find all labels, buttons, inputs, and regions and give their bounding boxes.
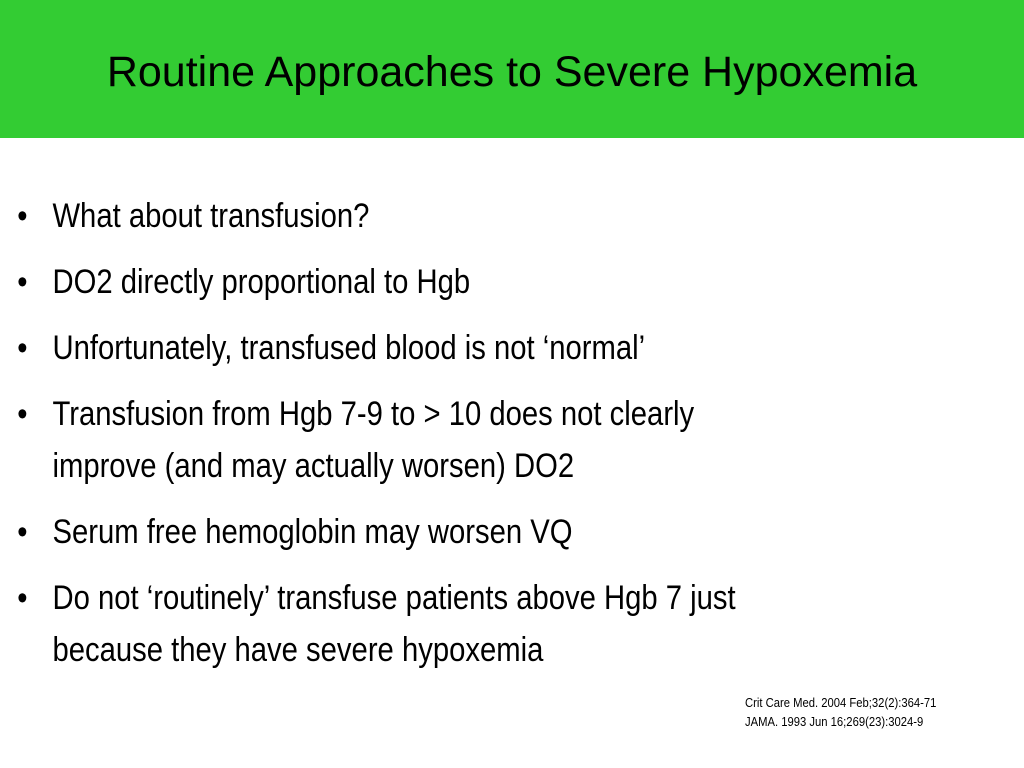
- bullet-text: DO2 directly proportional to Hgb: [52, 263, 471, 301]
- bullet-item: [0, 254, 869, 310]
- bullet-text: Do not ‘routinely’ transfuse patients above Hgb 7 just: [52, 579, 736, 617]
- citation: Crit Care Med. 2004 Feb;32(2):364-71: [745, 696, 937, 710]
- title-band: [0, 0, 1024, 138]
- bullet-item: [0, 570, 869, 678]
- bullet-text: What about transfusion?: [52, 197, 370, 235]
- bullet-item: [0, 386, 869, 494]
- bullet-list: [0, 188, 1010, 688]
- citations: [745, 694, 936, 732]
- bullet-marker: •: [17, 579, 28, 617]
- bullet-text-continued: because they have severe hypoxemia: [52, 631, 544, 669]
- bullet-marker: •: [17, 513, 28, 551]
- bullet-marker: •: [17, 395, 28, 433]
- bullet-marker: •: [17, 197, 28, 235]
- bullet-marker: •: [17, 263, 28, 301]
- bullet-text: Serum free hemoglobin may worsen VQ: [52, 513, 573, 551]
- bullet-item: [0, 504, 869, 560]
- bullet-marker: •: [17, 329, 28, 367]
- bullet-text: Transfusion from Hgb 7-9 to > 10 does not clearly: [52, 395, 695, 433]
- bullet-text: Unfortunately, transfused blood is not ‘normal’: [52, 329, 646, 367]
- bullet-item: [0, 320, 869, 376]
- slide-title: Routine Approaches to Severe Hypoxemia: [106, 48, 918, 96]
- bullet-item: [0, 188, 869, 244]
- citation: JAMA. 1993 Jun 16;269(23):3024-9: [745, 715, 924, 729]
- bullet-text-continued: improve (and may actually worsen) DO2: [52, 447, 575, 485]
